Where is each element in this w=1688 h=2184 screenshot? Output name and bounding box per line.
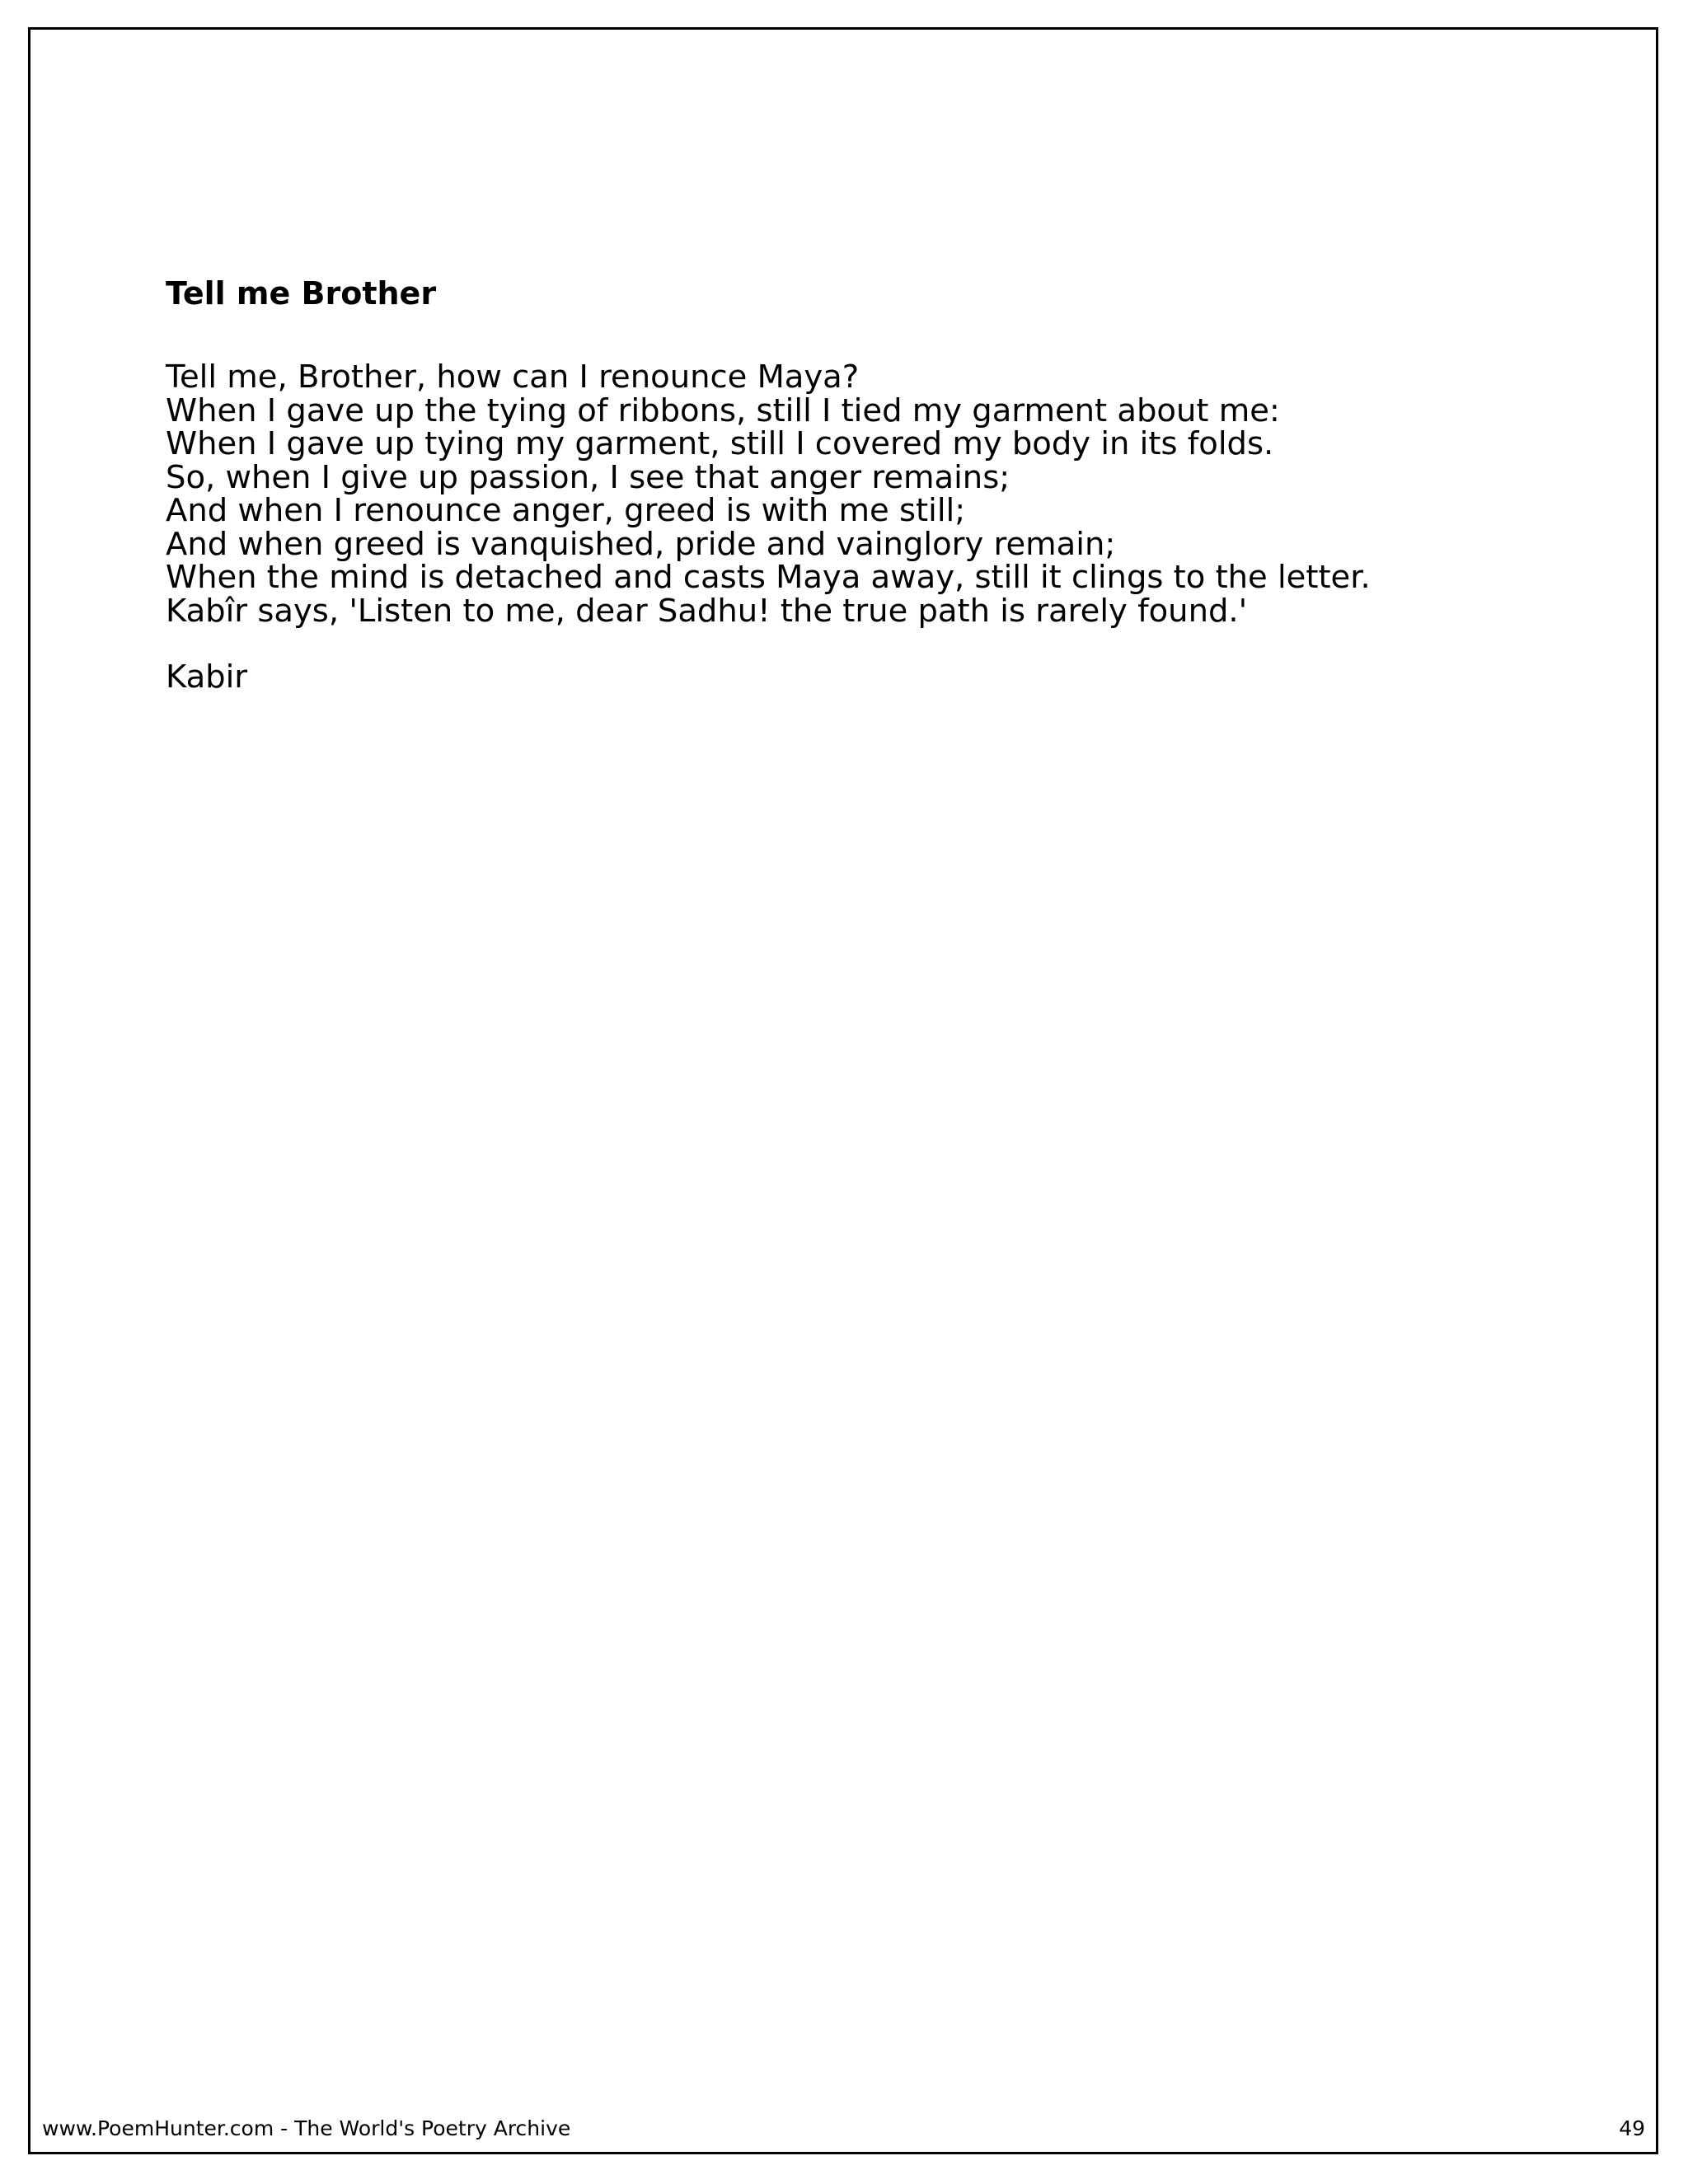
page-number: 49 xyxy=(1619,2116,1645,2140)
poem-line: So, when I give up passion, I see that anger remains; xyxy=(166,458,1010,496)
poem-line: Kabîr says, 'Listen to me, dear Sadhu! the true path is rarely found.' xyxy=(166,592,1248,630)
footer-source-link: www.PoemHunter.com - The World's Poetry Archive xyxy=(42,2116,571,2140)
poem-body xyxy=(166,361,1371,628)
poem-line: When the mind is detached and casts Maya away, still it clings to the letter. xyxy=(166,559,1371,596)
poem-line: Tell me, Brother, how can I renounce Maya? xyxy=(166,359,860,396)
poem-line: When I gave up tying my garment, still I covered my body in its folds. xyxy=(166,425,1274,462)
poem-line: When I gave up the tying of ribbons, still I tied my garment about me: xyxy=(166,391,1280,429)
poem-author: Kabir xyxy=(166,658,248,696)
poem-line: And when greed is vanquished, pride and vainglory remain; xyxy=(166,525,1116,563)
poem-line: And when I renounce anger, greed is with me still; xyxy=(166,492,966,529)
poem-title: Tell me Brother xyxy=(166,275,437,312)
page-frame xyxy=(28,27,1658,2154)
